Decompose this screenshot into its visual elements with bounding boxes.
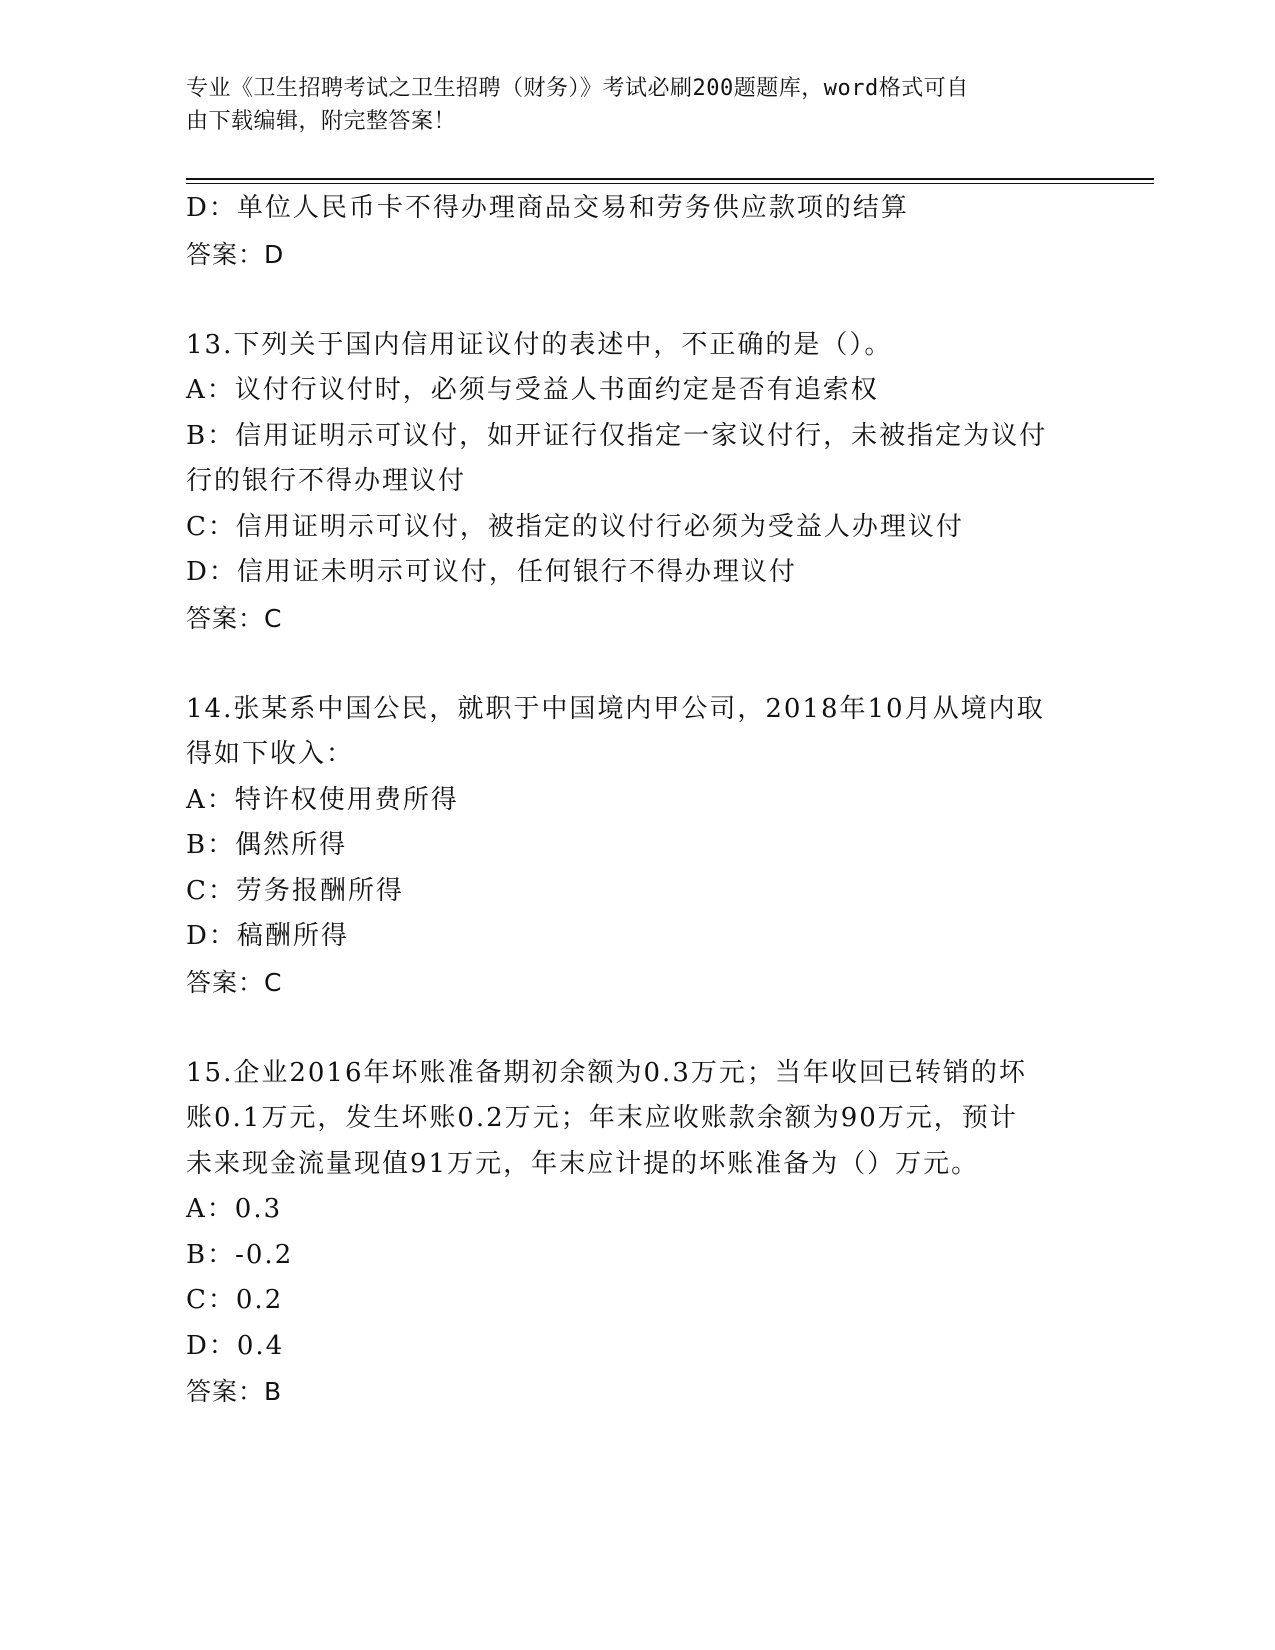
option-d: D：信用证未明示可议付，任何银行不得办理议付	[186, 557, 797, 587]
question-stem-continued: 未来现金流量现值91万元，年末应计提的坏账准备为（）万元。	[186, 1148, 980, 1179]
option-c: C：信用证明示可议付，被指定的议付行必须为受益人办理议付	[186, 511, 964, 542]
header-line-1: 专业《卫生招聘考试之卫生招聘（财务）》考试必刷200题题库，word格式可自	[186, 76, 969, 101]
option-b-continued: 行的银行不得办理议付	[186, 466, 467, 496]
option-b: B：信用证明示可议付，如开证行仅指定一家议付行，未被指定为议付	[186, 420, 1048, 451]
question-12-tail	[186, 186, 1066, 277]
option-a: A：议付行议付时，必须与受益人书面约定是否有追索权	[186, 375, 879, 405]
answer-line: 答案：C	[186, 967, 283, 997]
answer-line: 答案：D	[186, 239, 285, 269]
header-line-2: 由下载编辑，附完整答案！	[186, 109, 457, 134]
option-d: D：0.4	[186, 1330, 285, 1361]
answer-line: 答案：C	[186, 603, 283, 633]
question-stem: 15.企业2016年坏账准备期初余额为0.3万元；当年收回已转销的坏	[186, 1057, 1027, 1088]
option-b: B：偶然所得	[186, 830, 348, 860]
question-list	[186, 186, 1066, 1415]
spacer	[186, 277, 1066, 323]
answer-line: 答案：B	[186, 1377, 283, 1406]
option-c: C：0.2	[186, 1285, 284, 1315]
question-stem: 14.张某系中国公民，就职于中国境内甲公司，2018年10月从境内取	[186, 693, 1045, 724]
option-b: B：-0.2	[186, 1239, 294, 1270]
option-a: A：特许权使用费所得	[186, 784, 459, 815]
spacer	[186, 1005, 1066, 1051]
question-15	[186, 1051, 1066, 1415]
option-d: D：单位人民币卡不得办理商品交易和劳务供应款项的结算	[186, 193, 909, 223]
question-stem-continued: 账0.1万元，发生坏账0.2万元；年末应收账款余额为90万元，预计	[186, 1103, 1018, 1133]
header-divider-thick	[186, 178, 1154, 180]
question-14	[186, 687, 1066, 1006]
document-header	[186, 72, 1066, 138]
question-13	[186, 323, 1066, 642]
question-stem: 13.下列关于国内信用证议付的表述中，不正确的是（）。	[186, 329, 893, 360]
option-c: C：劳务报酬所得	[186, 875, 404, 906]
header-divider-thin	[186, 183, 1154, 184]
option-d: D：稿酬所得	[186, 921, 349, 951]
spacer	[186, 641, 1066, 687]
option-a: A：0.3	[186, 1194, 283, 1224]
question-stem-continued: 得如下收入：	[186, 739, 355, 769]
